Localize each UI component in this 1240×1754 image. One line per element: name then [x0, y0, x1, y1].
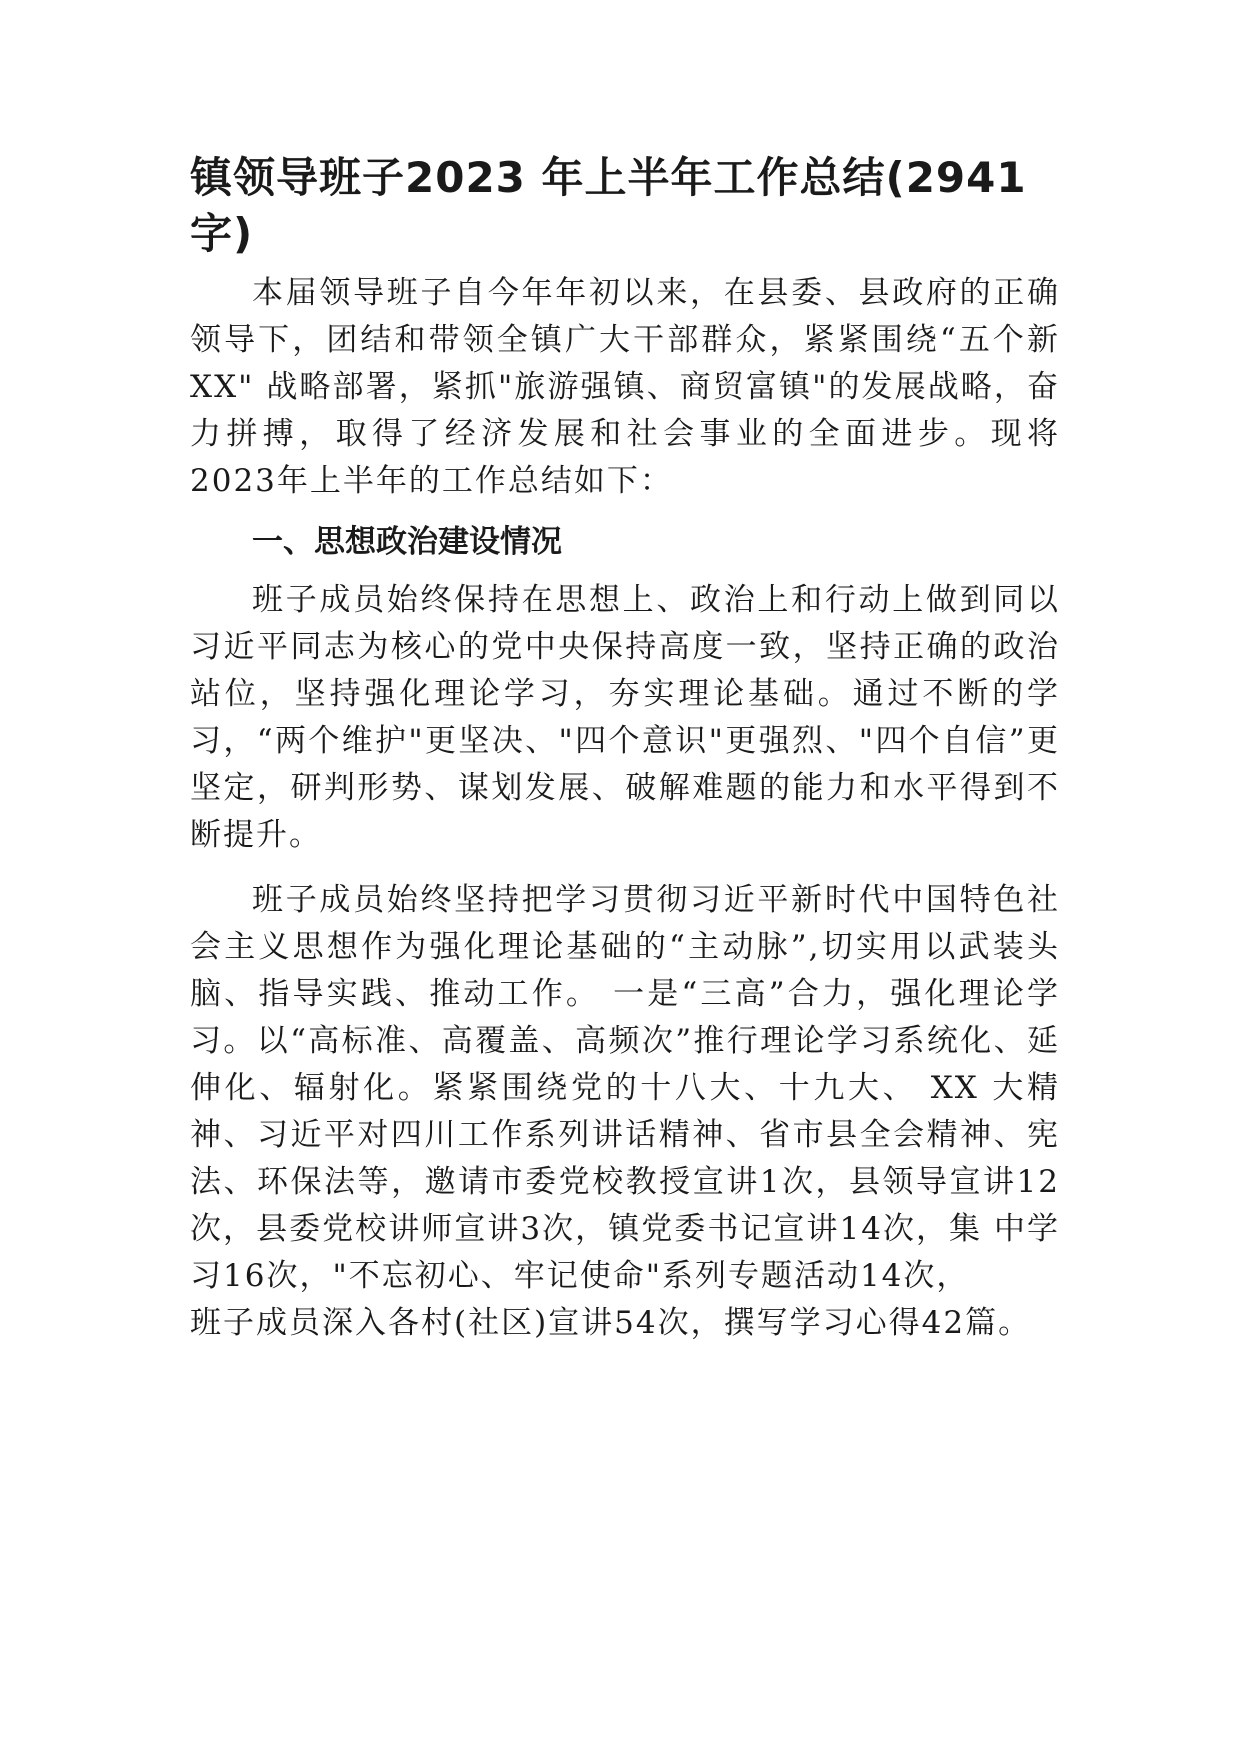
- section-heading: 一、思想政治建设情况: [252, 524, 562, 560]
- document-body: [190, 150, 1060, 1347]
- body-paragraph-2: 班子成员始终坚持把学习贯彻习近平新时代中国特色社会主义思想作为强化理论基础的“主动脉”,切实用以武装头脑、指导实践、推动工作。 一是“三高”合力，强化理论学习。以“高标准、高覆盖、高频次”推行理论学习系统化、延伸化、辐射化。紧紧围绕党的十八大、十九大、 XX 大精神、习近平对四川工作系列讲话精神、省市县全会精神、宪法、环保法等，邀请市委党校教授宣讲1次，县领导宣讲12次，县委党校讲师宣讲3次，镇党委书记宣讲14次，集 中学习16次，"不忘初心、牢记使命"系列专题活动14次，: [190, 882, 1060, 1294]
- document-title: 镇领导班子2023 年上半年工作总结(2941字): [190, 153, 1027, 258]
- body-paragraph-3: 班子成员深入各村(社区)宣讲54次，撰写学习心得42篇。: [190, 1305, 1032, 1341]
- intro-paragraph: 本届领导班子自今年年初以来，在县委、县政府的正确领导下，团结和带领全镇广大干部群众，紧紧围绕“五个新XX" 战略部署，紧抓"旅游强镇、商贸富镇"的发展战略，奋力拼搏，取得了经济发展和社会事业的全面进步。现将2023年上半年的工作总结如下：: [190, 275, 1060, 499]
- body-paragraph-1: 班子成员始终保持在思想上、政治上和行动上做到同以习近平同志为核心的党中央保持高度一致，坚持正确的政治站位，坚持强化理论学习，夯实理论基础。通过不断的学习，“两个维护"更坚决、"四个意识"更强烈、"四个自信”更坚定，研判形势、谋划发展、破解难题的能力和水平得到不断提升。: [190, 582, 1060, 853]
